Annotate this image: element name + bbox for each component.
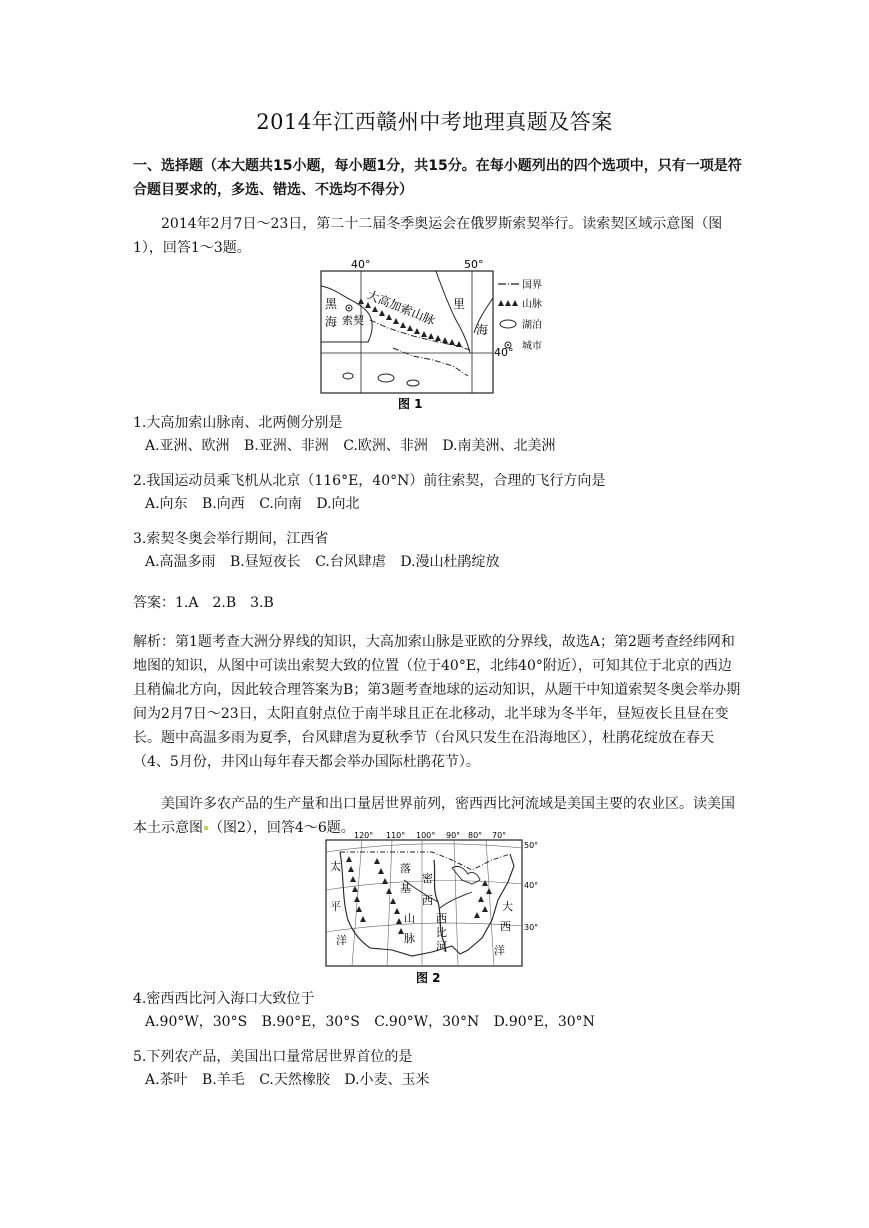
figure-2-usa-map [322,830,552,986]
label-mississippi-3: 西 [436,912,447,925]
question-1-stem: 1.大高加索山脉南、北两侧分别是 [133,415,343,431]
lat-label-40: 40° [494,346,514,359]
label-rocky-1: 落 [400,862,411,875]
q5-option-c: C.天然橡胶 [259,1072,330,1088]
question-4 [133,988,753,1034]
intro2-text-b: （图2），回答4～6题。 [209,820,355,836]
question-2-options [133,493,753,516]
lon-label-110: 110° [386,831,406,840]
legend-lake: 湖泊 [522,320,542,331]
q3-option-c: C.台风肆虐 [315,554,386,570]
question-4-stem: 4.密西西比河入海口大致位于 [133,991,315,1007]
intro-paragraph-1: 2014年2月7日～23日，第二十二届冬季奥运会在俄罗斯索契举行。读索契区域示意图（图1），回答1～3题。 [133,216,723,256]
intro2-text-a: 美国许多农产品的生产量和出口量居世界前列，密西西比河流域是美国主要的农业区。读美国本土示意图 [133,796,735,836]
label-black-sea-1: 黑 [325,297,338,311]
question-3-options [133,551,753,574]
question-1 [133,412,753,458]
q2-option-c: C.向南 [259,496,302,512]
label-caspian-1: 里 [453,297,466,311]
q5-option-a: A.茶叶 [145,1072,188,1088]
q3-option-a: A.高温多雨 [145,554,216,570]
legend-border: 国界 [522,280,542,291]
legend-city: 城市 [522,341,542,352]
green-mark-icon [204,826,208,830]
label-pacific-1: 太 [330,860,341,873]
q1-option-a: A.亚洲、欧洲 [145,438,230,454]
label-atlantic-1: 大 [502,900,513,913]
figure-1-sochi-map [318,258,554,412]
lon-label-100: 100° [416,831,436,840]
q3-option-b: B.昼短夜长 [230,554,301,570]
analysis-paragraph: 解析：第1题考查大洲分界线的知识，大高加索山脉是亚欧的分界线，故选A；第2题考查经纬网和地图的知识，从图中可读出索契大致的位置（位于40°E，北纬40°附近），可知其位于北京的西边且稍偏北方向，因此较合理答案为B；第3题考查地球的运动知识，从题干中知道索契冬奥会举办期间为2月7日～23日，太阳直射点位于南半球且正在北移动，北半球为冬半年，昼短夜长且昼在变长。题中高温多雨为夏季，台风肆虐为夏秋季节（台风只发生在沿海地区），杜鹃花绽放在春天（4、5月份，井冈山每年春天都会举办国际杜鹃花节）。 [133,634,741,770]
label-sochi: 索契 [342,314,364,327]
label-caspian-2: 海 [476,323,489,337]
question-2-stem: 2.我国运动员乘飞机从北京（116°E，40°N）前往索契，合理的飞行方向是 [133,473,606,489]
label-mississippi-5: 河 [436,940,447,953]
q1-option-d: D.南美洲、北美洲 [442,438,556,454]
figure-1-caption: 图 1 [398,397,423,411]
question-4-options [133,1011,753,1034]
figure-2-caption: 图 2 [416,971,441,985]
question-5-options [133,1069,753,1092]
label-rocky-3: 山 [404,912,415,925]
q1-option-b: B.亚洲、非洲 [244,438,329,454]
label-mississippi-1: 密 [422,872,433,885]
lat-label-40: 40° [524,881,539,890]
q2-option-d: D.向北 [316,496,360,512]
lat-label-30: 30° [524,923,539,932]
question-2 [133,470,753,516]
page-title: 2014年江西赣州中考地理真题及答案 [256,110,613,134]
section-heading: 一、选择题（本大题共15小题，每小题1分，共15分。在每小题列出的四个选项中，只有一项是符合题目要求的，多选、错选、不选均不得分） [133,158,742,198]
question-3 [133,528,753,574]
lon-label-120: 120° [354,831,374,840]
q3-option-d: D.漫山杜鹃绽放 [400,554,500,570]
q4-option-a: A.90°W，30°S [145,1014,248,1030]
q4-option-b: B.90°E，30°S [261,1014,360,1030]
q2-option-a: A.向东 [145,496,188,512]
label-atlantic-2: 西 [500,920,511,933]
q4-option-d: D.90°E，30°N [493,1014,595,1030]
label-mississippi-2: 西 [422,894,433,907]
lon-label-70: 70° [492,831,507,840]
lon-label-90: 90° [446,831,461,840]
label-rocky-2: 基 [400,882,411,895]
question-3-stem: 3.索契冬奥会举行期间，江西省 [133,531,329,547]
label-caucasus-mountains: 大高加索山脉 [364,287,437,328]
label-black-sea-2: 海 [325,315,338,329]
question-1-options [133,435,753,458]
label-mississippi-4: 比 [436,926,447,939]
q5-option-b: B.羊毛 [202,1072,245,1088]
question-5 [133,1046,753,1092]
lat-label-50: 50° [524,841,539,850]
label-pacific-3: 洋 [336,934,347,947]
q2-option-b: B.向西 [202,496,245,512]
lon-label-40: 40° [351,258,371,271]
legend-mountain: 山脉 [522,299,542,310]
label-rocky-4: 脉 [404,932,415,945]
label-pacific-2: 平 [330,900,341,913]
q5-option-d: D.小麦、玉米 [344,1072,430,1088]
question-5-stem: 5.下列农产品，美国出口量常居世界首位的是 [133,1049,413,1065]
q1-option-c: C.欧洲、非洲 [343,438,428,454]
lon-label-50: 50° [464,258,484,271]
q4-option-c: C.90°W，30°N [374,1014,480,1030]
label-atlantic-3: 洋 [494,944,505,957]
answer-1-3: 答案：1.A 2.B 3.B [133,595,274,611]
lon-label-80: 80° [468,831,483,840]
